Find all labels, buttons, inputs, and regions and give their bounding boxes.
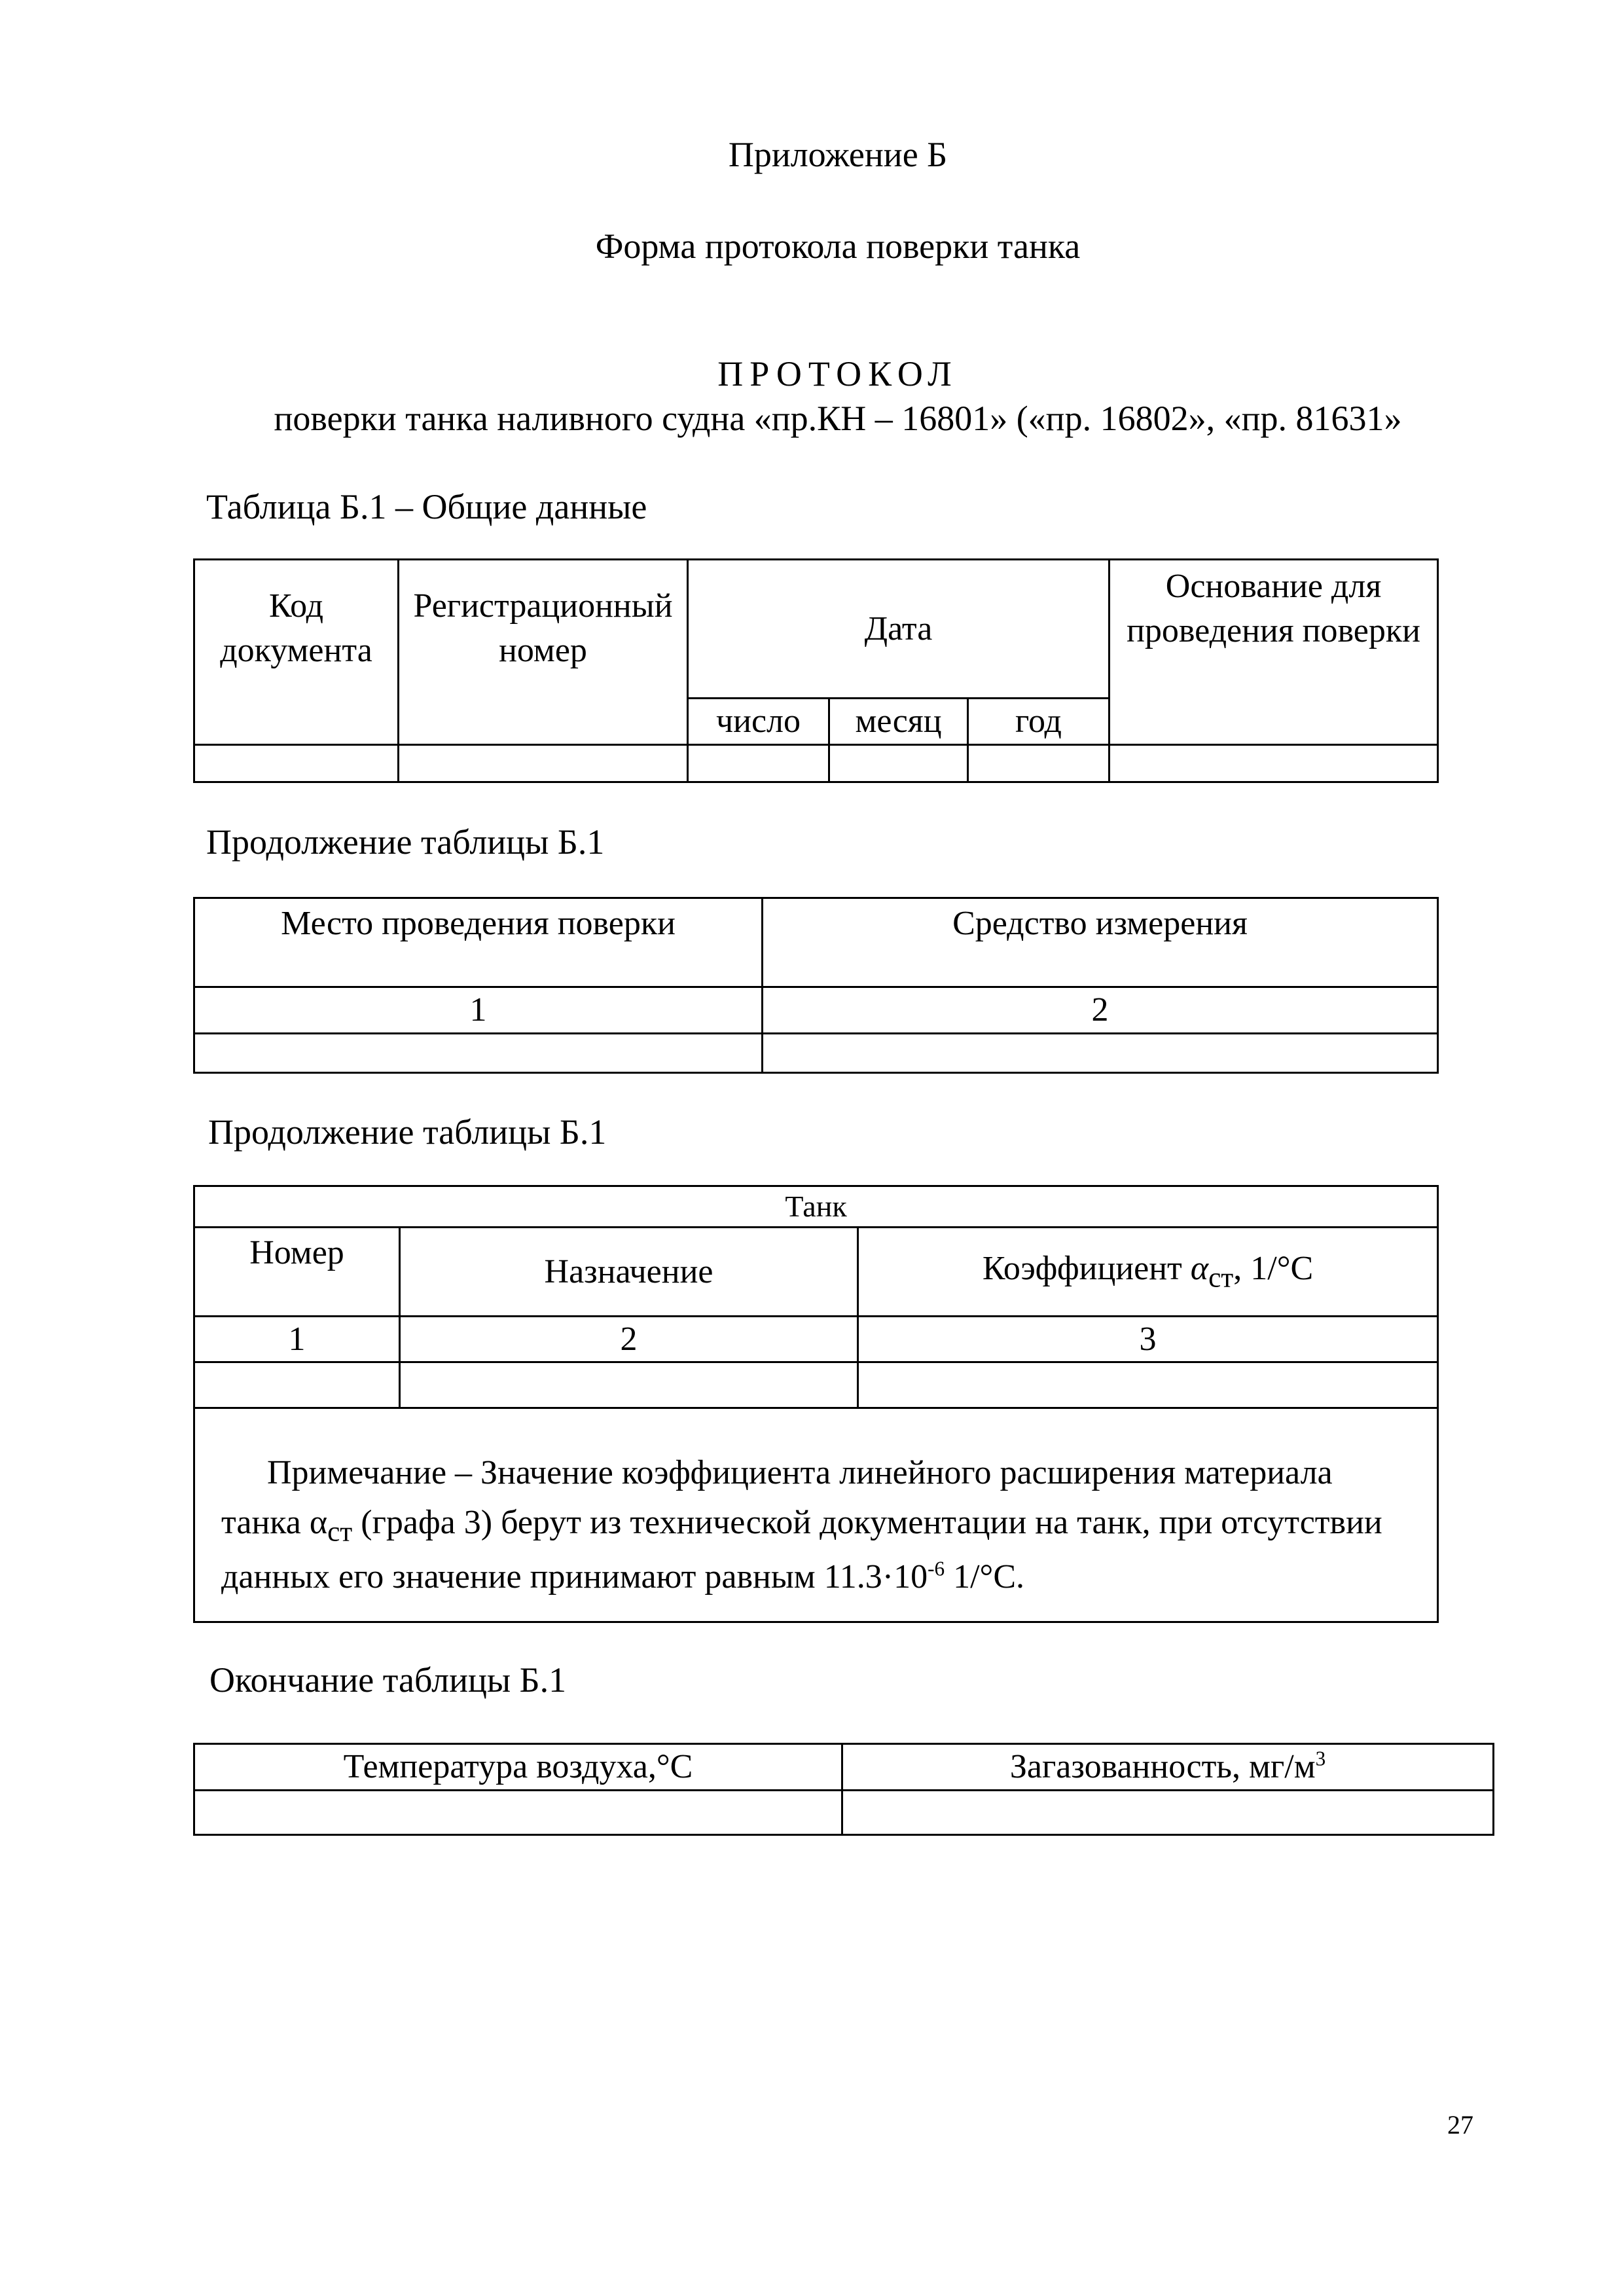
instrument-header: Средство измерения [763, 898, 1438, 987]
table-cell [194, 1362, 400, 1408]
protocol-subtitle: поверки танка наливного судна «пр.КН – 16801» («пр. 16802», «пр. 81631» [274, 399, 1402, 438]
year-header: год [968, 699, 1110, 745]
gas-contamination-header: Загазованность, $мг/м^3$ [842, 1744, 1494, 1791]
table-cell [968, 744, 1110, 782]
form-title: Форма протокола поверки танка [595, 227, 1081, 266]
basis-header: Основание для проведения поверки [1110, 560, 1438, 745]
protocol-title: ПРОТОКОЛ [717, 354, 958, 393]
page-number: 27 [1447, 2110, 1473, 2140]
coefficient-header: Коэффициент $\alpha_{ст}$, 1/°С [858, 1227, 1438, 1316]
number-header: Номер [194, 1227, 400, 1316]
air-conditions-table [193, 1743, 1494, 1836]
column-number: 2 [400, 1316, 858, 1362]
table-cell [858, 1362, 1438, 1408]
column-number: 2 [763, 987, 1438, 1034]
general-data-table [193, 558, 1439, 783]
temperature-header: Температура воздуха,°С [194, 1744, 842, 1791]
appendix-title: Приложение Б [728, 135, 948, 174]
table-cell [763, 1033, 1438, 1072]
table-cell [194, 1790, 842, 1834]
table1-caption: Таблица Б.1 – Общие данные [206, 487, 647, 526]
table3-caption: Продолжение таблицы Б.1 [208, 1112, 607, 1152]
table4-caption: Окончание таблицы Б.1 [209, 1660, 567, 1700]
place-header: Место проведения поверки [194, 898, 763, 987]
table-cell [829, 744, 968, 782]
date-header: Дата [688, 560, 1110, 699]
place-instrument-table [193, 897, 1439, 1074]
reg-number-header: Регистрационный номер [399, 560, 688, 745]
table-cell [688, 744, 829, 782]
tank-group-header: Танк [194, 1186, 1438, 1228]
table-cell [842, 1790, 1494, 1834]
table-cell [1110, 744, 1438, 782]
purpose-header: Назначение [400, 1227, 858, 1316]
column-number: 3 [858, 1316, 1438, 1362]
table-note: Примечание – Значение коэффициента линейного расширения материала танка $\alpha_{ст}$ (графа 3) берут из технической документации на танк, при отсутствии данных его значение принимают равным $11.3\cdot 10^{-6}$ 1/°С. [194, 1408, 1438, 1622]
doc-code-header: Код документа [194, 560, 399, 745]
day-header: число [688, 699, 829, 745]
column-number: 1 [194, 987, 763, 1034]
month-header: месяц [829, 699, 968, 745]
table-cell [400, 1362, 858, 1408]
column-number: 1 [194, 1316, 400, 1362]
table-cell [194, 744, 399, 782]
tank-table [193, 1185, 1439, 1623]
table-cell [194, 1033, 763, 1072]
table2-caption: Продолжение таблицы Б.1 [206, 822, 605, 862]
table-cell [399, 744, 688, 782]
